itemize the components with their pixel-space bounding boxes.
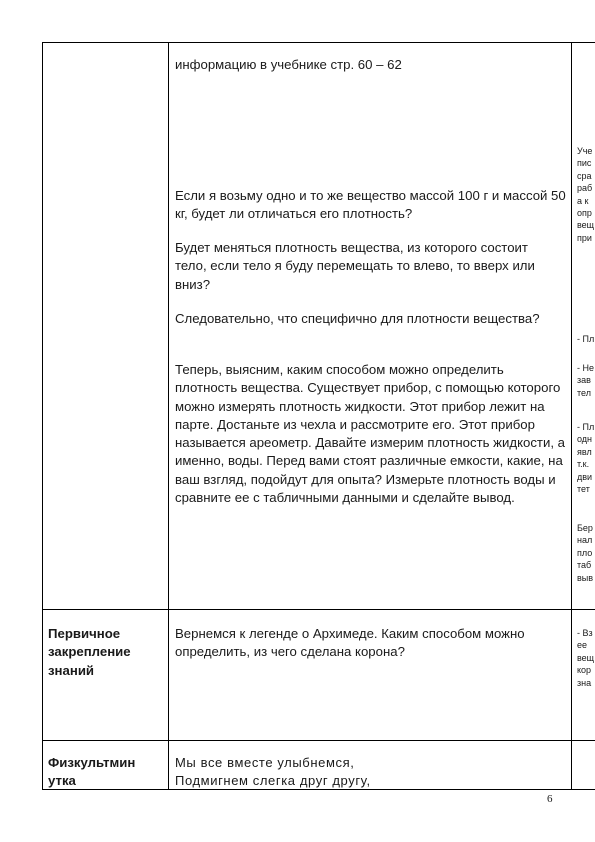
row3-rhyme-line-2: Подмигнем слегка друг другу, (175, 773, 371, 788)
table-left-border (42, 42, 43, 790)
row1-paragraph-2: Если я возьму одно и то же вещество массой 100 г и массой 50 кг, будет ли отличаться его плотность? (175, 188, 566, 222)
row1-third-col-fragment-4: - Пл одн явл т.к. дви тет (577, 422, 595, 495)
row1-paragraph-5: Теперь, выясним, каким способом можно определить плотность вещества. Существует прибор, с помощью которого можно измерять плотность жидкости. Этот прибор лежит на парте. Достаньте из чехла и рассмотрите его. Этот прибор называется ареометр. Давайте измерим плотность жидкости, а именно, воды. Перед вами стоят различные емкости, какие, на ваш взгляд, подойдут для опыта? Измерьте плотность воды и сравните ее с табличными данными и сделайте вывод. (175, 362, 565, 506)
row2-text: Вернемся к легенде о Архимеде. Каким способом можно определить, из чего сделана корона? (175, 626, 525, 660)
row2-label: Первичное закрепление знаний (48, 626, 131, 678)
table-top-border (42, 42, 595, 43)
row-divider-1 (42, 609, 595, 610)
row1-paragraph-1: информацию в учебнике стр. 60 – 62 (175, 57, 402, 72)
row1-third-col-fragment-1: Уче пис сра раб а к опр вещ при (577, 146, 595, 243)
row-divider-2 (42, 740, 595, 741)
column-divider-2 (571, 42, 572, 790)
row1-paragraph-4: Следовательно, что специфично для плотности вещества? (175, 311, 540, 326)
row3-rhyme-line-1: Мы все вместе улыбнемся, (175, 755, 355, 770)
row1-third-col-fragment-3: - Не зав тел (577, 363, 595, 398)
row3-label: Физкультмин утка (48, 755, 136, 789)
page-number: 6 (547, 793, 553, 805)
row2-third-col-fragment: - Вз ее вещ кор зна (577, 628, 595, 688)
row1-paragraph-3: Будет меняться плотность вещества, из которого состоит тело, если тело я буду перемещать то влево, то вверх или вниз? (175, 240, 535, 292)
row1-third-col-fragment-2: - Пл (577, 334, 595, 344)
column-divider-1 (168, 42, 169, 790)
row1-third-col-fragment-5: Бер нал пло таб выв (577, 523, 594, 583)
